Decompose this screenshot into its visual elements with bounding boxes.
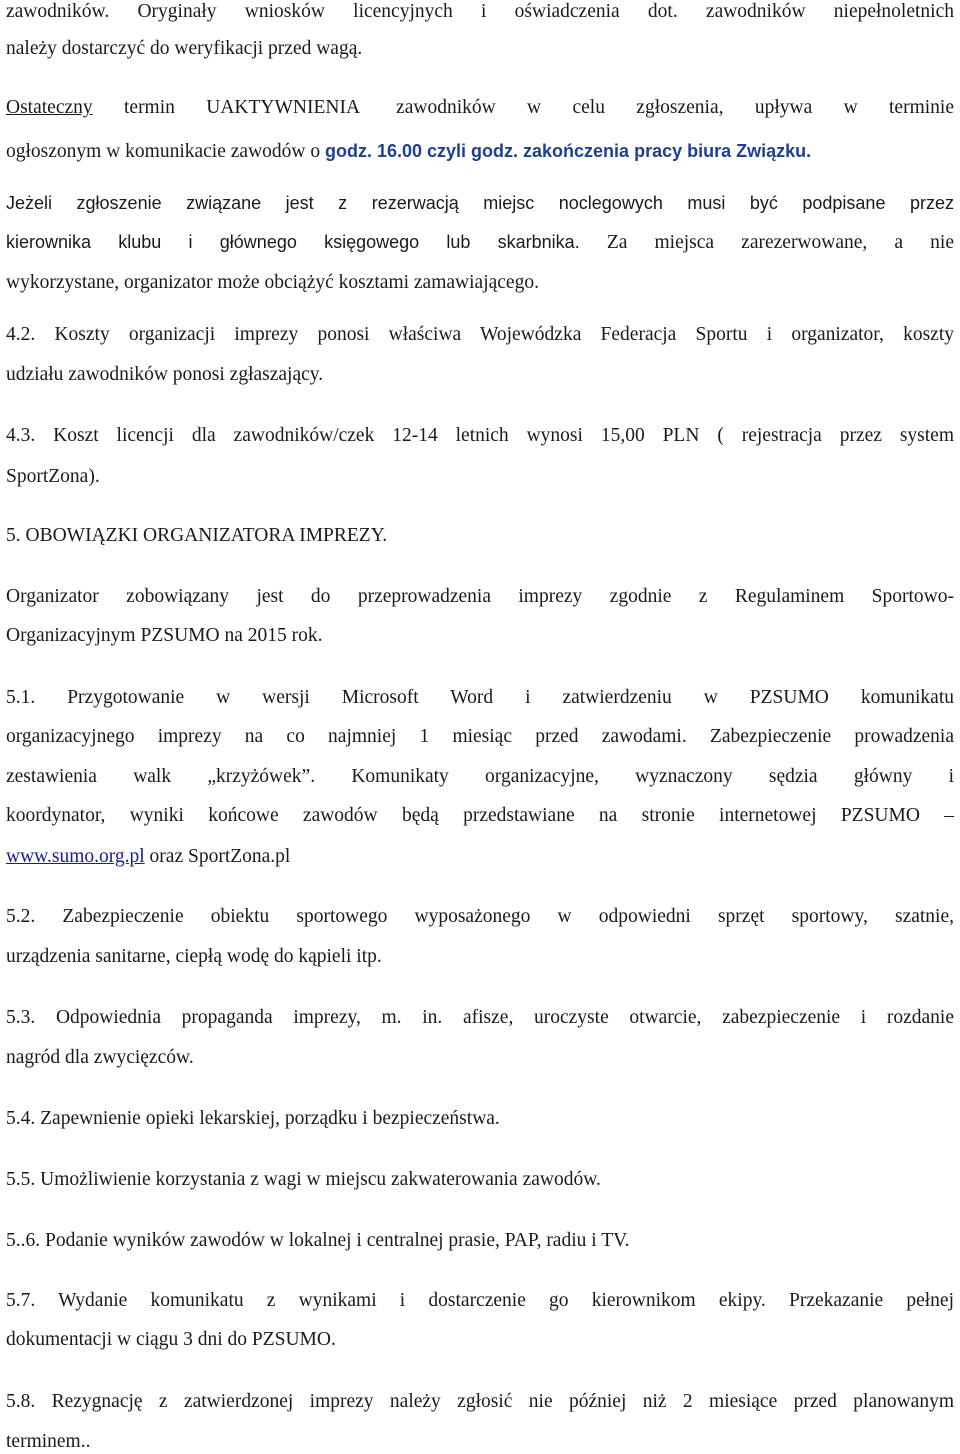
deadline-rest: zawodników w celu zgłoszenia, upływa w terminie [396, 97, 954, 118]
reservation-line-2 [6, 230, 954, 255]
section-5-3-line-1: 5.3. Odpowiednia propaganda imprezy, m. in. afisze, uroczyste otwarcie, zabezpieczenie i rozdanie [6, 1007, 954, 1028]
section-5-1-line-5 [6, 845, 954, 869]
section-5-7-line-2: dokumentacji w ciągu 3 dni do PZSUMO. [6, 1329, 336, 1350]
reservation-line-3: wykorzystane, organizator może obciążyć kosztami zamawiającego. [6, 272, 539, 293]
section-5-5: 5.5. Umożliwienie korzystania z wagi w miejscu zakwaterowania zawodów. [6, 1169, 601, 1190]
section-5-8-line-2: terminem.. [6, 1431, 91, 1452]
section-5-6: 5..6. Podanie wyników zawodów w lokalnej i centralnej prasie, PAP, radiu i TV. [6, 1230, 630, 1251]
section-5-2-line-1: 5.2. Zabezpieczenie obiektu sportowego wyposażonego w odpowiedni sprzęt sportowy, szatnie, [6, 906, 954, 927]
section-5-7-line-1: 5.7. Wydanie komunikatu z wynikami i dostarczenie go kierownikom ekipy. Przekazanie pełnej [6, 1290, 954, 1311]
intro-line-2: należy dostarczyć do weryfikacji przed wagą. [6, 38, 363, 59]
deadline-line-1 [6, 96, 954, 120]
section-5-1-line-3: zestawienia walk „krzyżówek”. Komunikaty organizacyjne, wyznaczony sędzia główny i [6, 766, 954, 787]
sumo-website-link[interactable]: www.sumo.org.pl [6, 846, 145, 867]
deadline-line-2-start: ogłoszonym w komunikacie zawodów o [6, 141, 325, 162]
deadline-mid: termin UAKTYWNIENIA [92, 97, 361, 118]
reservation-line-2-serif: Za miejsca zarezerwowane, a nie [579, 232, 954, 253]
reservation-line-2-sans: kierownika klubu i głównego księgowego lub skarbnika. [6, 232, 580, 252]
deadline-line-2 [6, 139, 954, 164]
section-5-4: 5.4. Zapewnienie opieki lekarskiej, porządku i bezpieczeństwa. [6, 1108, 500, 1129]
deadline-time-bold: godz. 16.00 czyli godz. zakończenia pracy biura Związku. [324, 141, 812, 161]
section-5-2-line-2: urządzenia sanitarne, ciepłą wodę do kąpieli itp. [6, 946, 382, 967]
deadline-term: Ostateczny [6, 97, 93, 118]
section-4-3-line-2: SportZona). [6, 466, 100, 487]
section-4-2-line-1: 4.2. Koszty organizacji imprezy ponosi właściwa Wojewódzka Federacja Sportu i organizator, koszty [6, 324, 954, 345]
intro-line-1: zawodników. Oryginały wniosków licencyjnych i oświadczenia dot. zawodników niepełnoletnich [6, 1, 954, 22]
reservation-line-1: Jeżeli zgłoszenie związane jest z rezerwacją miejsc noclegowych musi być podpisane przez [6, 193, 954, 213]
section-5-1-line-2: organizacyjnego imprezy na co najmniej 1 miesiąc przed zawodami. Zabezpieczenie prowadzenia [6, 726, 954, 747]
section-5-intro-line-2: Organizacyjnym PZSUMO na 2015 rok. [6, 625, 323, 646]
section-4-3-line-1: 4.3. Koszt licencji dla zawodników/czek 12-14 letnich wynosi 15,00 PLN ( rejestracja przez system [6, 425, 954, 446]
section-5-1-line-4: koordynator, wyniki końcowe zawodów będą przedstawiane na stronie internetowej PZSUMO – [6, 805, 954, 826]
heading-5: 5. OBOWIĄZKI ORGANIZATORA IMPREZY. [6, 525, 388, 546]
section-5-8-line-1: 5.8. Rezygnację z zatwierdzonej imprezy należy zgłosić nie później niż 2 miesiące przed planowanym [6, 1391, 954, 1412]
section-4-2-line-2: udziału zawodników ponosi zgłaszający. [6, 364, 324, 385]
section-5-3-line-2: nagród dla zwycięzców. [6, 1047, 194, 1068]
section-5-1-line-1: 5.1. Przygotowanie w wersji Microsoft Word i zatwierdzeniu w PZSUMO komunikatu [6, 687, 954, 708]
section-5-intro-line-1: Organizator zobowiązany jest do przeprowadzenia imprezy zgodnie z Regulaminem Sportowo- [6, 586, 954, 607]
section-5-1-line-5-rest: oraz SportZona.pl [144, 846, 291, 867]
